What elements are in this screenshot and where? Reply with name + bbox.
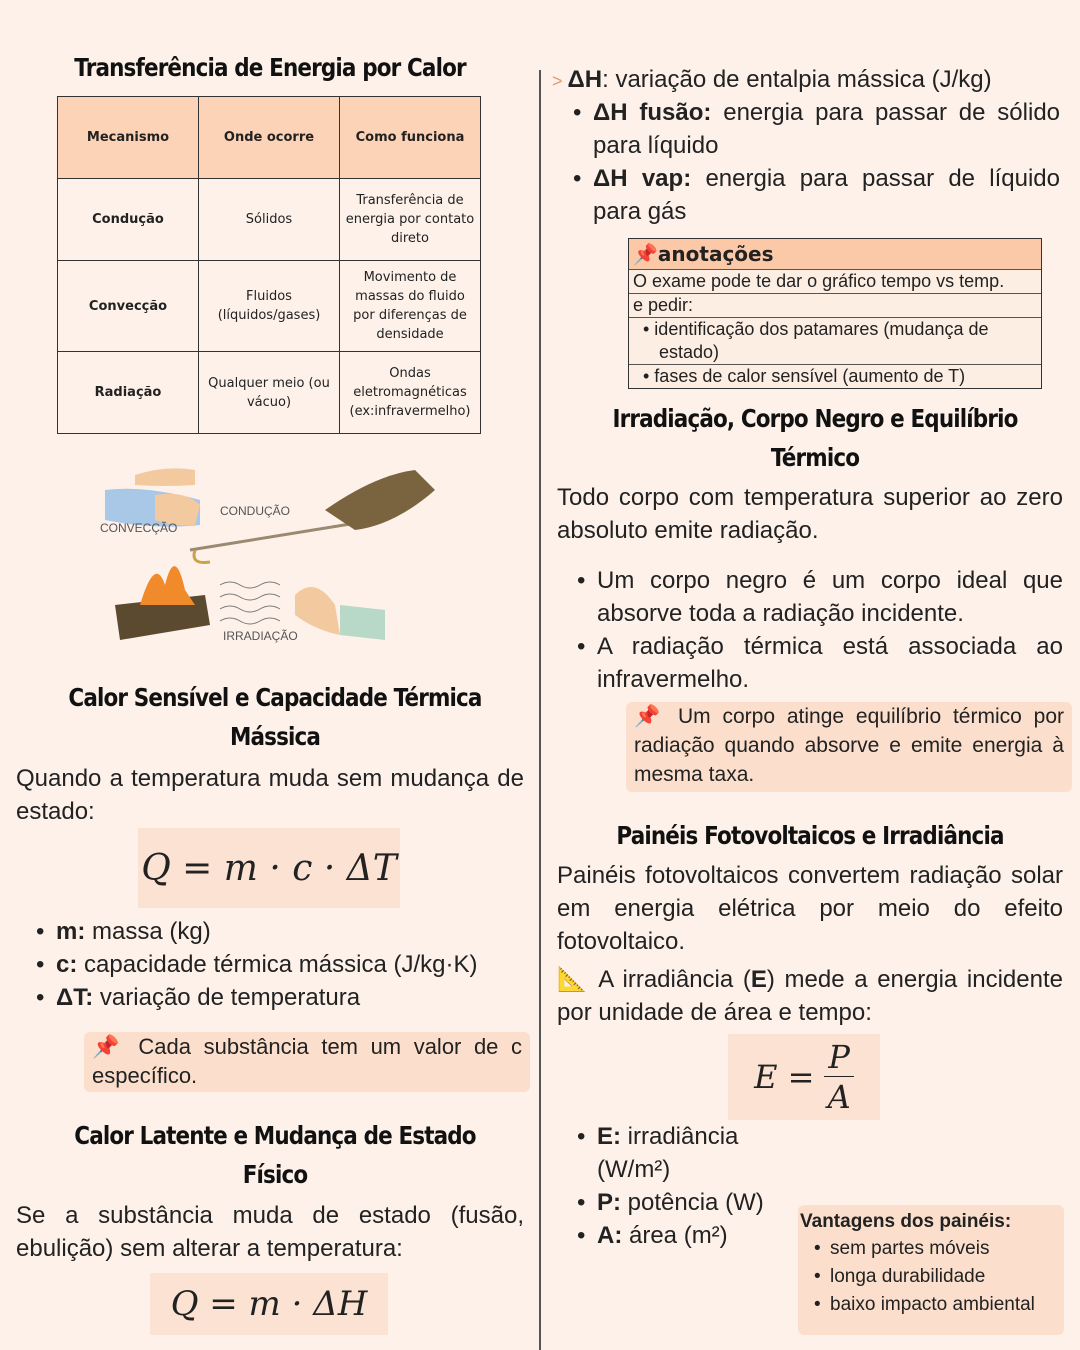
paragraph: Painéis fotovoltaicos convertem radiação solar em energia elétrica por meio do efeito fotovoltaico. (557, 862, 1063, 955)
section-title-solar-panels: Painéis Fotovoltaicos e Irradiância (616, 821, 1004, 850)
note-box: 📌 Cada substância tem um valor de c específico. (84, 1032, 530, 1092)
table-row: Condução Sólidos Transferência de energia por contato direto (58, 179, 481, 261)
enthalpy-definition: > ΔH: variação de entalpia mássica (J/kg) (552, 66, 992, 93)
table-header: Como funciona (340, 97, 481, 179)
list-item: • Um corpo negro é um corpo ideal que absorve toda a radiação incidente. (557, 564, 1063, 630)
arrow-icon: > (552, 71, 568, 91)
ruler-triangle-icon: 📐 (557, 966, 599, 993)
advantages-box (798, 1205, 1064, 1335)
list-item: • ΔT: variação de temperatura (16, 981, 531, 1014)
pin-icon: 📌 (634, 705, 678, 728)
section-title-heat-transfer: Transferência de Energia por Calor (74, 53, 466, 82)
list-item: • P: potência (W) (557, 1186, 797, 1219)
list-item: • sem partes móveis (798, 1235, 1064, 1263)
note-box: 📌 Um corpo atinge equilíbrio térmico por radiação quando absorve e emite energia à mesma taxa. (626, 702, 1072, 792)
table-row: Convecção Fluidos (líquidos/gases) Movimento de massas do fluido por diferenças de densidade (58, 261, 481, 352)
table-row: Radiação Qualquer meio (ou vácuo) Ondas eletromagnéticas (ex:infravermelho) (58, 352, 481, 434)
section-title-latent-heat: Calor Latente e Mudança de Estado Físico (74, 1121, 476, 1189)
list-item: • ΔH fusão: energia para passar de sólido para líquido (553, 96, 1060, 162)
list-item: • E: irradiância (W/m²) (557, 1120, 797, 1186)
list-item: • baixo impacto ambiental (798, 1291, 1064, 1319)
annotations-box: 📌anotações O exame pode te dar o gráfico tempo vs temp. e pedir: • identificação dos patamares (mudança de estado) • fases de calor sensível (aumento de T) (628, 238, 1042, 389)
advantages-title: Vantagens dos painéis: (800, 1211, 1012, 1232)
paragraph: Se a substância muda de estado (fusão, ebulição) sem alterar a temperatura: (16, 1202, 524, 1262)
list-item: • ΔH vap: energia para passar de líquido para gás (553, 162, 1060, 228)
illustration-label: CONDUÇÃO (220, 504, 291, 518)
list-item: • m: massa (kg) (16, 915, 531, 948)
paragraph: Todo corpo com temperatura superior ao zero absoluto emite radiação. (557, 484, 1063, 544)
pin-icon: 📌 (633, 242, 658, 266)
paragraph: 📐 A irradiância (E) mede a energia incidente por unidade de área e tempo: (557, 966, 1063, 1026)
variable-list (16, 915, 531, 1014)
illustration-label: CONVECÇÃO (100, 521, 178, 535)
formula-sensible-heat: Q = m · c · ΔT (138, 828, 400, 908)
formula-latent-heat: Q = m · ΔH (150, 1273, 388, 1335)
list-item: • c: capacidade térmica mássica (J/kg·K) (16, 948, 531, 981)
table-header: Onde ocorre (199, 97, 340, 179)
column-divider (539, 70, 541, 1350)
section-title-sensible-heat: Calor Sensível e Capacidade Térmica Mássica (68, 683, 482, 751)
paragraph: Quando a temperatura muda sem mudança de estado: (16, 765, 524, 825)
mechanisms-table (57, 96, 481, 434)
formula-irradiance: E = $\frac{P}{A}$ (728, 1034, 880, 1120)
illustration-label: IRRADIAÇÃO (223, 629, 298, 643)
table-header: Mecanismo (58, 97, 199, 179)
heat-transfer-illustration (95, 445, 445, 650)
pin-icon: 📌 (92, 1034, 139, 1059)
section-title-irradiation: Irradiação, Corpo Negro e Equilíbrio Térmico (612, 404, 1018, 472)
list-item: • longa durabilidade (798, 1263, 1064, 1291)
list-item: • A radiação térmica está associada ao infravermelho. (557, 630, 1063, 696)
list-item: • A: área (m²) (557, 1219, 797, 1252)
